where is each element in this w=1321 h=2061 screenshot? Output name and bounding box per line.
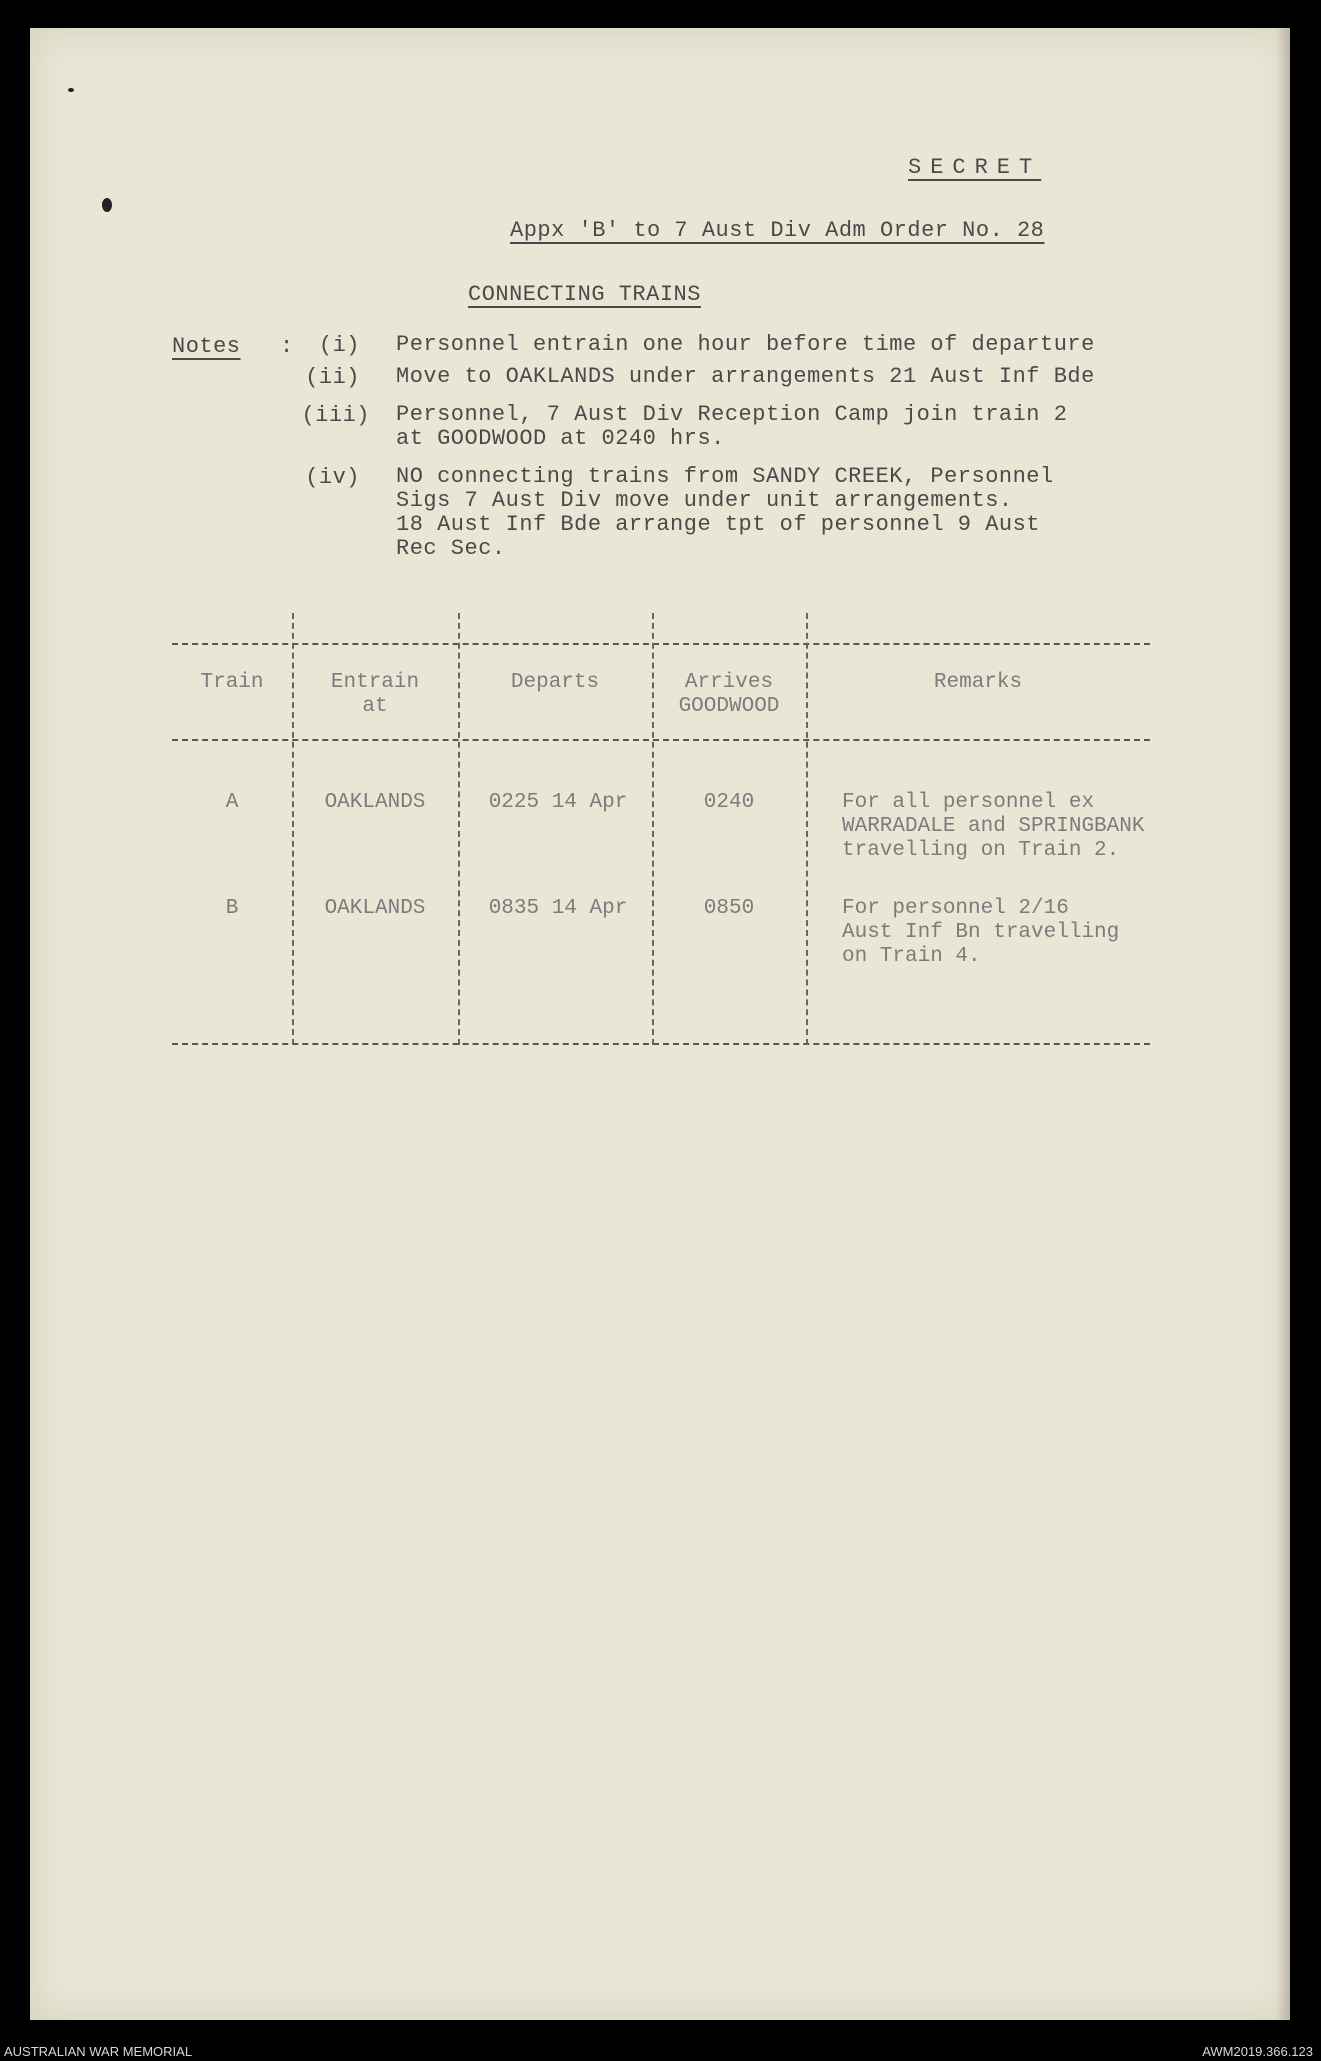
table-cell-remarks: For all personnel ex WARRADALE and SPRINGBANK travelling on Train 2.: [842, 791, 1145, 862]
note-number: (ii): [305, 365, 360, 390]
classification-heading: SECRET: [908, 155, 1042, 180]
table-cell-remarks: For personnel 2/16 Aust Inf Bn travelling on Train 4.: [842, 897, 1120, 968]
appendix-reference: Appx 'B' to 7 Aust Div Adm Order No. 28: [510, 218, 1045, 243]
document-title: CONNECTING TRAINS: [468, 282, 701, 307]
note-number: (i): [318, 333, 360, 358]
table-header-remarks: Remarks: [933, 671, 1023, 694]
note-text: Move to OAKLANDS under arrangements 21 Aust Inf Bde: [396, 364, 1095, 389]
ink-blot: [102, 198, 112, 212]
connecting-trains-table: [172, 613, 1162, 1048]
note-number: (iii): [301, 403, 370, 428]
note-text: Personnel entrain one hour before time of departure: [396, 332, 1095, 357]
table-header-train: Train: [200, 671, 264, 694]
table-cell-entrain: OAKLANDS: [324, 791, 426, 814]
table-cell-arrives: 0850: [703, 897, 755, 920]
table-cell-train: A: [225, 791, 239, 814]
table-header-rule: [172, 739, 1150, 741]
footer-item-id: AWM2019.366.123: [1202, 2044, 1313, 2059]
table-cell-departs: 0835 14 Apr: [488, 897, 628, 920]
note-text: Personnel, 7 Aust Div Reception Camp join train 2 at GOODWOOD at 0240 hrs.: [396, 402, 1068, 451]
table-header-departs: Departs: [510, 671, 600, 694]
ink-blot: [68, 88, 74, 92]
table-bottom-rule: [172, 1043, 1150, 1045]
table-header-arrives: Arrives GOODWOOD: [678, 671, 780, 718]
notes-label: Notes: [172, 334, 241, 359]
note-number: (iv): [305, 465, 360, 490]
table-cell-departs: 0225 14 Apr: [488, 791, 628, 814]
table-header-entrain: Entrain at: [330, 671, 420, 718]
table-cell-arrives: 0240: [703, 791, 755, 814]
table-cell-train: B: [225, 897, 239, 920]
notes-colon: :: [280, 334, 294, 359]
note-text: NO connecting trains from SANDY CREEK, Personnel Sigs 7 Aust Div move under unit arrangements. 18 Aust Inf Bde arrange tpt of personnel 9 Aust Rec Sec.: [396, 464, 1054, 561]
table-cell-entrain: OAKLANDS: [324, 897, 426, 920]
table-top-rule: [172, 643, 1150, 645]
footer-source-label: AUSTRALIAN WAR MEMORIAL: [4, 2044, 193, 2059]
